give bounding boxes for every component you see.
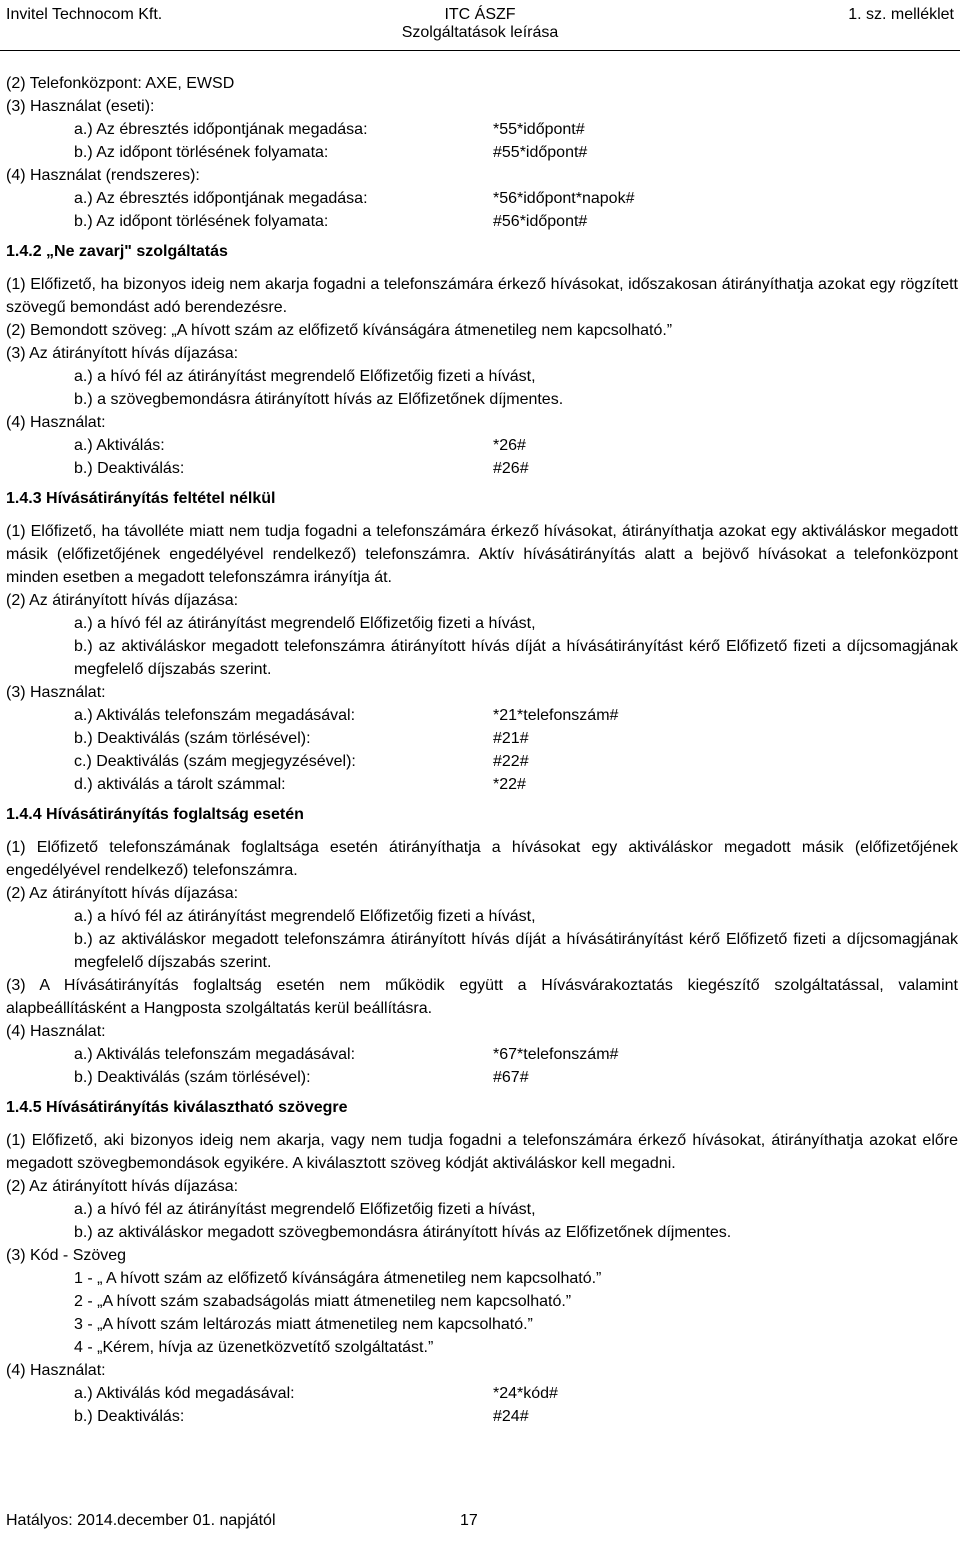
text-line: a.) a hívó fél az átirányítást megrendelő Előfizetőig fizeti a hívást, — [74, 368, 536, 385]
text-line: (3) Használat (eseti): — [6, 98, 155, 115]
paragraph: (3) A Hívásátirányítás foglaltság esetén nem működik együtt a Hívásvárakoztatás kiegészítő szolgáltatással, valamint alapbeállításként a Hangposta szolgáltatás kerül beállításra. — [6, 977, 958, 1017]
annex-label: 1. sz. melléklet — [848, 6, 954, 23]
paragraph: (1) Előfizető telefonszámának foglaltsága esetén átirányíthatja a hívásokat egy aktiváláskor megadott másik (előfizetőjének engedélyével rendelkező) telefonszámra. — [6, 839, 958, 879]
code-row — [6, 704, 958, 727]
code-row — [6, 773, 958, 796]
code-row — [6, 187, 958, 210]
code-value: #24# — [493, 1408, 529, 1425]
code-value: *24*kód# — [493, 1385, 558, 1402]
page-number: 17 — [460, 1512, 478, 1529]
paragraph: (1) Előfizető, ha bizonyos ideig nem akarja fogadni a telefonszámára érkező hívásokat, időszakosan átirányíthatja azokat egy rögzített szövegű bemondást adó berendezésre. — [6, 276, 958, 316]
text-line: (4) Használat (rendszeres): — [6, 167, 200, 184]
text-line: (2) Az átirányított hívás díjazása: — [6, 1178, 239, 1195]
text-line: (2) Bemondott szöveg: „A hívott szám az előfizető kívánságára átmenetileg nem kapcsolható.” — [6, 322, 673, 339]
section-heading: 1.4.4 Hívásátirányítás foglaltság esetén — [6, 806, 304, 823]
code-value: *67*telefonszám# — [493, 1046, 619, 1063]
text-line: (2) Az átirányított hívás díjazása: — [6, 592, 239, 609]
code-label: b.) Az időpont törlésének folyamata: — [74, 144, 329, 161]
paragraph: (1) Előfizető, aki bizonyos ideig nem akarja, vagy nem tudja fogadni a telefonszámára érkező hívásokat, átirányíthatja azokat előre megadott szövegbemondások egyikére. A kiválasztott szöveg kódját aktiváláskor kell megadni. — [6, 1132, 958, 1172]
code-row — [6, 210, 958, 233]
code-label: c.) Deaktiválás (szám megjegyzésével): — [74, 753, 356, 770]
header-divider — [0, 50, 960, 51]
code-value: #26# — [493, 460, 529, 477]
code-row — [6, 1066, 958, 1089]
code-value: *22# — [493, 776, 526, 793]
code-row — [6, 141, 958, 164]
text-line: (4) Használat: — [6, 1023, 106, 1040]
effective-date: Hatályos: 2014.december 01. napjától — [6, 1512, 276, 1529]
text-line: (2) Az átirányított hívás díjazása: — [6, 885, 239, 902]
text-line: (2) Telefonközpont: AXE, EWSD — [6, 75, 235, 92]
code-value: #22# — [493, 753, 529, 770]
code-row — [6, 434, 958, 457]
code-row — [6, 727, 958, 750]
code-value: *26# — [493, 437, 526, 454]
code-label: a.) Aktiválás: — [74, 437, 165, 454]
text-line: a.) a hívó fél az átirányítást megrendelő Előfizetőig fizeti a hívást, — [74, 1201, 536, 1218]
code-label: b.) Deaktiválás: — [74, 1408, 185, 1425]
code-value: #21# — [493, 730, 529, 747]
code-label: a.) Aktiválás telefonszám megadásával: — [74, 1046, 356, 1063]
code-label: a.) Aktiválás kód megadásával: — [74, 1385, 295, 1402]
code-label: d.) aktiválás a tárolt számmal: — [74, 776, 286, 793]
text-line: (3) Használat: — [6, 684, 106, 701]
code-value: *55*időpont# — [493, 121, 585, 138]
paragraph: b.) az aktiváláskor megadott telefonszámra átirányított hívás díját a hívásátirányítást kérő Előfizető fizeti a díjcsomagjának megfelelő díjszabás szerint. — [74, 931, 958, 971]
code-text-2: 2 - „A hívott szám szabadságolás miatt átmenetileg nem kapcsolható.” — [74, 1293, 572, 1310]
section-heading: 1.4.2 „Ne zavarj" szolgáltatás — [6, 243, 228, 260]
section-heading: 1.4.3 Hívásátirányítás feltétel nélkül — [6, 490, 276, 507]
code-label: a.) Az ébresztés időpontjának megadása: — [74, 121, 368, 138]
code-row — [6, 1405, 958, 1428]
paragraph: b.) az aktiváláskor megadott telefonszámra átirányított hívás díját a hívásátirányítást kérő Előfizető fizeti a díjcsomagjának megfelelő díjszabás szerint. — [74, 638, 958, 678]
page-footer — [6, 1512, 956, 1536]
code-label: b.) Deaktiválás: — [74, 460, 185, 477]
code-label: a.) Az ébresztés időpontjának megadása: — [74, 190, 368, 207]
code-row — [6, 1043, 958, 1066]
code-value: #55*időpont# — [493, 144, 588, 161]
code-text-1: 1 - „ A hívott szám az előfizető kívánságára átmenetileg nem kapcsolható.” — [74, 1270, 602, 1287]
text-line: a.) a hívó fél az átirányítást megrendelő Előfizetőig fizeti a hívást, — [74, 615, 536, 632]
code-label: b.) Deaktiválás (szám törlésével): — [74, 1069, 311, 1086]
text-line: (4) Használat: — [6, 1362, 106, 1379]
company-name: Invitel Technocom Kft. — [6, 6, 163, 23]
page-header — [0, 6, 960, 50]
document-code: ITC ÁSZF — [444, 6, 516, 23]
document-body — [6, 72, 958, 1428]
text-line: (3) Az átirányított hívás díjazása: — [6, 345, 239, 362]
code-value: *56*időpont*napok# — [493, 190, 635, 207]
code-row — [6, 118, 958, 141]
code-row — [6, 457, 958, 480]
text-line: a.) a hívó fél az átirányítást megrendelő Előfizetőig fizeti a hívást, — [74, 908, 536, 925]
code-row — [6, 1382, 958, 1405]
code-label: a.) Aktiválás telefonszám megadásával: — [74, 707, 356, 724]
code-value: *21*telefonszám# — [493, 707, 619, 724]
text-line: (4) Használat: — [6, 414, 106, 431]
code-label: b.) Deaktiválás (szám törlésével): — [74, 730, 311, 747]
document-title — [0, 6, 960, 42]
code-label: b.) Az időpont törlésének folyamata: — [74, 213, 329, 230]
code-text-4: 4 - „Kérem, hívja az üzenetközvetítő szolgáltatást.” — [74, 1339, 434, 1356]
text-line: (3) Kód - Szöveg — [6, 1247, 127, 1264]
code-row — [6, 750, 958, 773]
text-line: b.) a szövegbemondásra átirányított hívás az Előfizetőnek díjmentes. — [74, 391, 564, 408]
text-line: b.) az aktiváláskor megadott szövegbemondásra átirányított hívás az Előfizetőnek díjmentes. — [74, 1224, 732, 1241]
code-value: #67# — [493, 1069, 529, 1086]
code-text-3: 3 - „A hívott szám leltározás miatt átmenetileg nem kapcsolható.” — [74, 1316, 533, 1333]
code-value: #56*időpont# — [493, 213, 588, 230]
section-heading: 1.4.5 Hívásátirányítás kiválasztható szövegre — [6, 1099, 348, 1116]
paragraph: (1) Előfizető, ha távolléte miatt nem tudja fogadni a telefonszámára érkező hívásokat, átirányíthatja azokat egy aktiváláskor megadott másik (előfizetőjének engedélyével rendelkező) telefonszámra. Aktív hívásátirányítás alatt a bejövő hívásokat a telefonközpont minden esetben a megadott telefonszámra irányítja át. — [6, 523, 958, 586]
document-subtitle: Szolgáltatások leírása — [401, 24, 559, 41]
